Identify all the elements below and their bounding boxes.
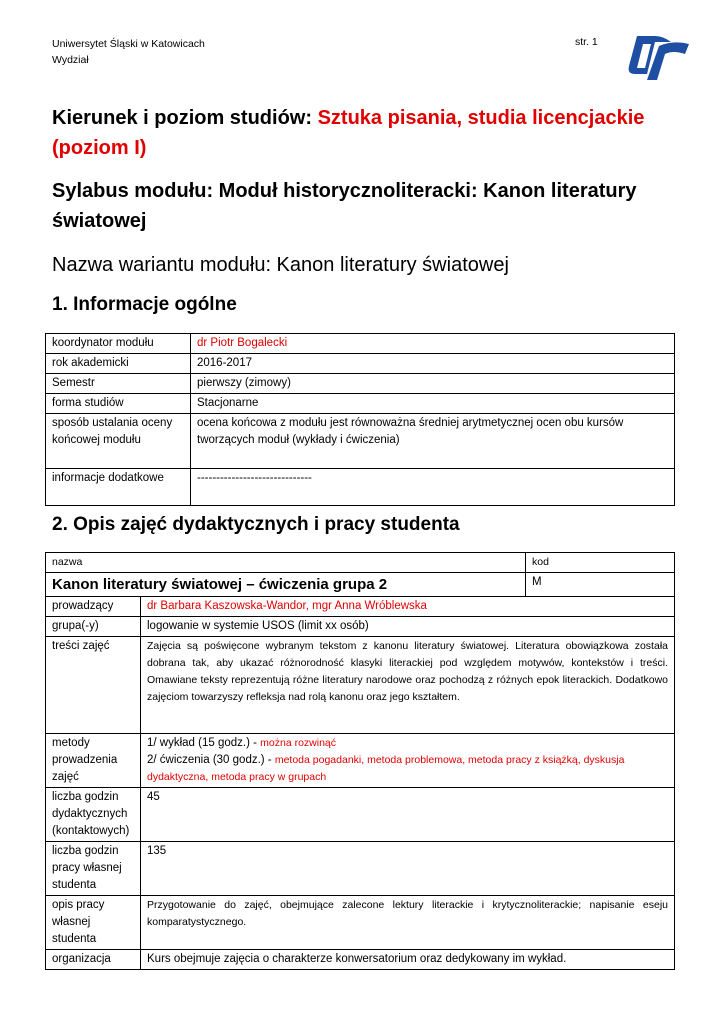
own-work-value: Przygotowanie do zajęć, obejmujące zalecone lektury literackie i krytycznoliterackie; napisanie eseju komparatystycznego.: [141, 896, 675, 950]
groups-value: logowanie w systemie USOS (limit xx osób): [141, 617, 675, 637]
row-label: metody prowadzenia zajęć: [46, 734, 141, 788]
table-row: [46, 734, 675, 788]
instructors-value: dr Barbara Kaszowska-Wandor, mgr Anna Wróblewska: [141, 597, 675, 617]
own-hours-value: 135: [141, 842, 675, 896]
content-value: Zajęcia są poświęcone wybranym tekstom z kanonu literatury światowej. Literatura obowiązkowa została dobrana tak, aby ukazać różnorodność klasyki literackiej pod względem motywów, kontekstów i treści. Omawiane teksty reprezentują różne literatury narodowe oraz pochodzą z różnych epok literackich. Dodatkowo zajęciom towarzyszy refleksja nad rolą kanonu oraz jego kształtem.: [141, 637, 675, 734]
row-label: liczba godzin dydaktycznych (kontaktowych): [46, 788, 141, 842]
table-row: [46, 354, 675, 374]
row-value: Stacjonarne: [191, 394, 675, 414]
methods-lecture: [147, 735, 668, 752]
coordinator-value: dr Piotr Bogalecki: [191, 334, 675, 354]
table-row: [46, 374, 675, 394]
page-title: [52, 103, 692, 163]
university-logo-icon: [615, 32, 695, 82]
table-row: [46, 896, 675, 950]
row-label: grupa(-y): [46, 617, 141, 637]
table-row: [46, 788, 675, 842]
row-label: sposób ustalania oceny końcowej modułu: [46, 414, 191, 469]
row-label: forma studiów: [46, 394, 191, 414]
row-value: ------------------------------: [191, 469, 675, 506]
name-label: nazwa: [46, 553, 526, 573]
row-label: opis pracy własnej studenta: [46, 896, 141, 950]
row-value: 2016-2017: [191, 354, 675, 374]
row-value: pierwszy (zimowy): [191, 374, 675, 394]
table-row: [46, 414, 675, 469]
variant-title: Nazwa wariantu modułu: Kanon literatury światowej: [52, 254, 509, 276]
table-row: [46, 553, 675, 573]
organization-value: Kurs obejmuje zajęcia o charakterze konwersatorium oraz dedykowany im wykład.: [141, 950, 675, 970]
faculty-name: Wydział: [52, 54, 89, 66]
course-code: M: [526, 573, 675, 597]
methods-lecture-note: można rozwinąć: [260, 737, 337, 749]
title-value: Sztuka pisania, studia licencjackie (poziom I): [52, 107, 645, 159]
row-label: liczba godzin pracy własnej studenta: [46, 842, 141, 896]
row-label: prowadzący: [46, 597, 141, 617]
code-label: kod: [526, 553, 675, 573]
syllabus-title: Sylabus modułu: Moduł historycznoliteracki: Kanon literatury światowej: [52, 180, 637, 232]
methods-exercises: [147, 752, 668, 786]
page-header: [52, 36, 205, 68]
title-prefix: Kierunek i poziom studiów:: [52, 107, 313, 129]
contact-hours-value: 45: [141, 788, 675, 842]
table-row: [46, 469, 675, 506]
table-row: [46, 950, 675, 970]
row-label: Semestr: [46, 374, 191, 394]
table-row: [46, 334, 675, 354]
section1-heading: 1. Informacje ogólne: [52, 294, 237, 315]
methods-exercises-note: metoda pogadanki, metoda problemowa, metoda pracy z książką, dyskusja dydaktyczna, metoda pracy w grupach: [147, 754, 625, 783]
table-row: [46, 637, 675, 734]
table-row: [46, 573, 675, 597]
methods-value: [141, 734, 675, 788]
table-row: [46, 842, 675, 896]
section2-heading: 2. Opis zajęć dydaktycznych i pracy studenta: [52, 514, 460, 535]
course-description-table: [45, 552, 675, 970]
row-label: koordynator modułu: [46, 334, 191, 354]
row-label: informacje dodatkowe: [46, 469, 191, 506]
methods-exercises-text: 2/ ćwiczenia (30 godz.) -: [147, 754, 275, 766]
row-label: treści zajęć: [46, 637, 141, 734]
university-name: Uniwersytet Śląski w Katowicach: [52, 38, 205, 50]
row-label: rok akademicki: [46, 354, 191, 374]
methods-lecture-text: 1/ wykład (15 godz.) -: [147, 737, 261, 749]
row-label: organizacja: [46, 950, 141, 970]
table-row: [46, 597, 675, 617]
table-row: [46, 394, 675, 414]
course-name: Kanon literatury światowej – ćwiczenia grupa 2: [46, 573, 526, 597]
row-value: ocena końcowa z modułu jest równoważna średniej arytmetycznej ocen obu kursów tworzących moduł (wykłady i ćwiczenia): [191, 414, 675, 469]
page-number: str. 1: [575, 36, 598, 48]
general-info-table: [45, 333, 675, 506]
table-row: [46, 617, 675, 637]
